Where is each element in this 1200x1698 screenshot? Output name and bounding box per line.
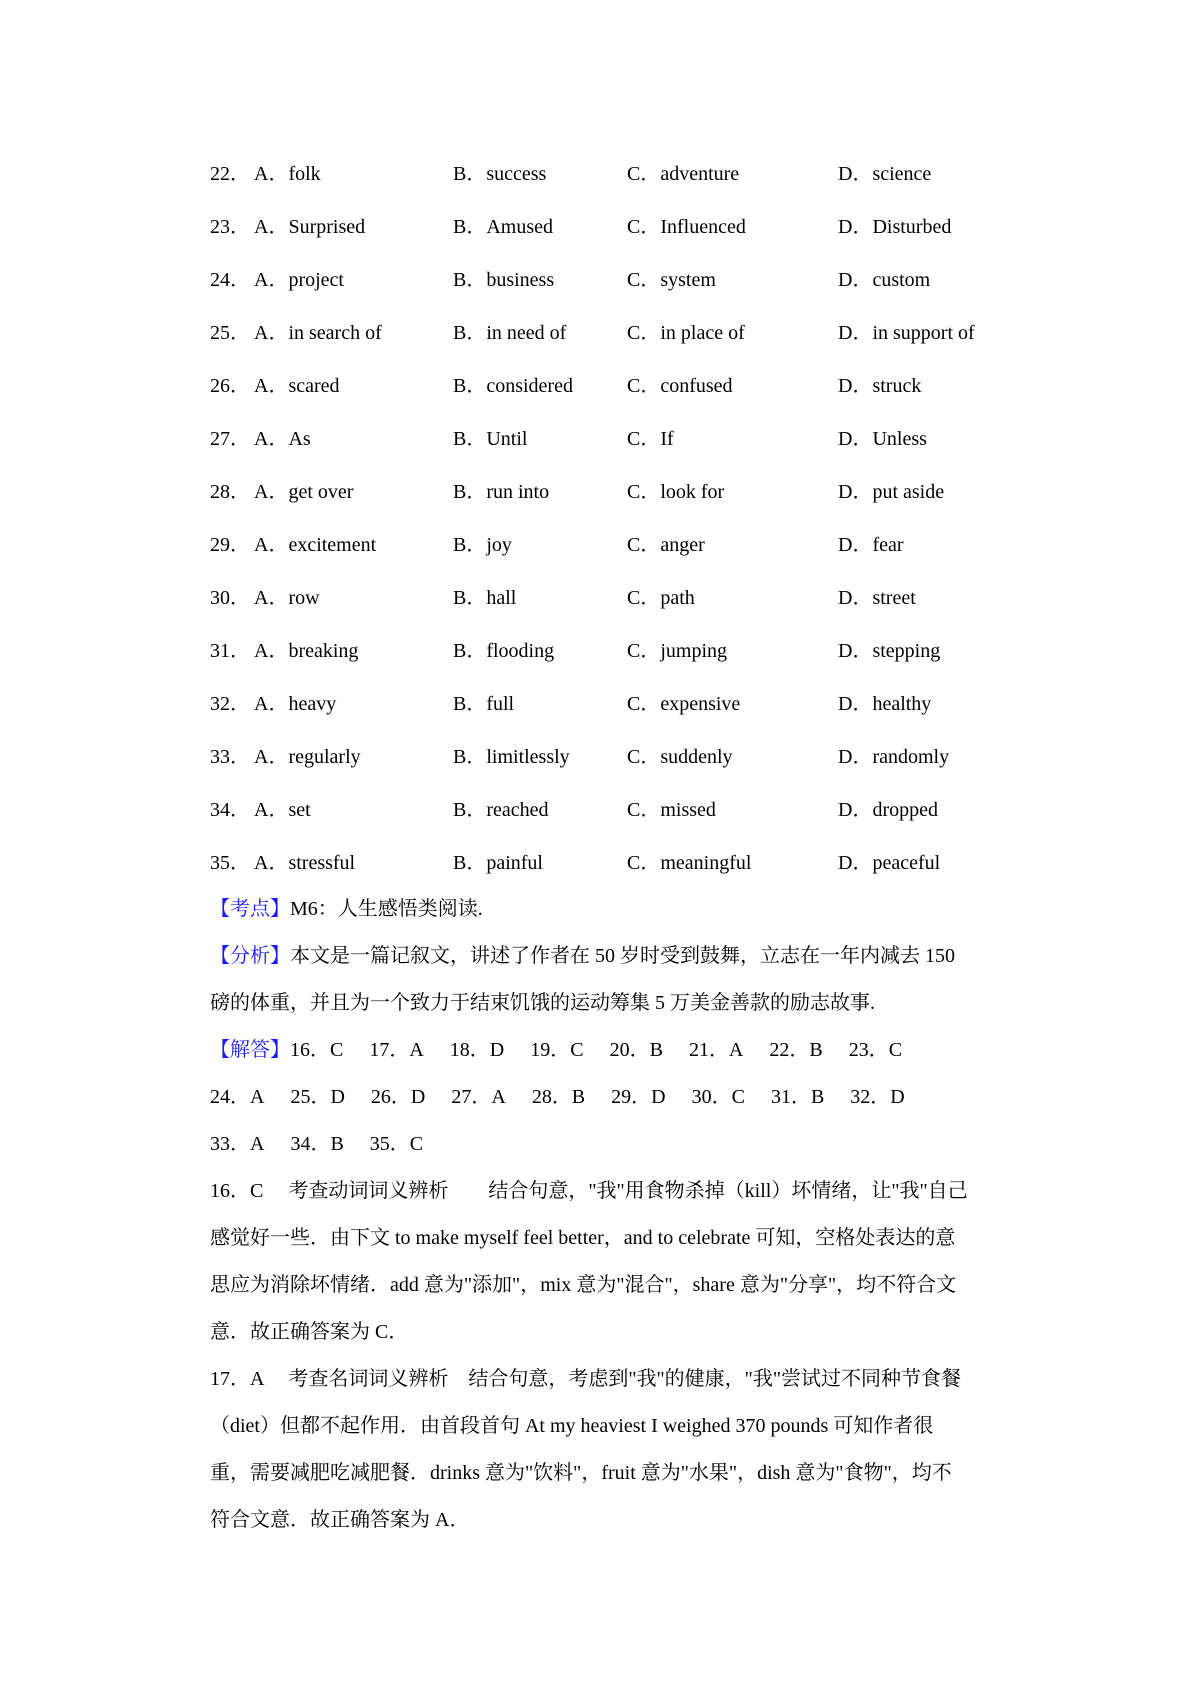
option-d: D．Disturbed — [838, 216, 952, 238]
answer-item: 30．C — [691, 1086, 745, 1108]
option-c: C．confused — [627, 375, 733, 397]
answer-item: 33．A — [210, 1133, 265, 1155]
option-c: C．system — [627, 269, 716, 291]
answer-item: 16．C — [290, 1039, 344, 1061]
option-a: A．As — [254, 428, 311, 450]
option-d: D．put aside — [838, 481, 945, 503]
option-b: B．full — [453, 693, 515, 715]
option-b: B．run into — [453, 481, 550, 503]
question-number: 32． — [210, 693, 250, 715]
jieda-row — [210, 1027, 1022, 1074]
answer-item: 18．D — [449, 1039, 505, 1061]
option-a: A．scared — [254, 375, 340, 397]
option-d: D．healthy — [838, 693, 932, 715]
option-d: D．struck — [838, 375, 922, 397]
question-number: 34． — [210, 799, 250, 821]
option-d: D．science — [838, 163, 932, 185]
option-b: B．limitlessly — [453, 746, 570, 768]
option-d: D．stepping — [838, 640, 941, 662]
answer-item: 32．D — [850, 1086, 905, 1108]
question-number: 29． — [210, 534, 250, 556]
fenxi-section — [210, 933, 1022, 1027]
answer-item: 29．D — [611, 1086, 666, 1108]
option-b: B．flooding — [453, 640, 555, 662]
option-a: A．regularly — [254, 746, 361, 768]
option-d: D．randomly — [838, 746, 950, 768]
option-a: A．row — [254, 587, 320, 609]
option-c: C．look for — [627, 481, 725, 503]
question-number: 30． — [210, 587, 250, 609]
question-number: 23． — [210, 216, 250, 238]
option-c: C．anger — [627, 534, 705, 556]
answer-item: 21．A — [688, 1039, 744, 1061]
answer-item: 35．C — [369, 1133, 424, 1155]
option-c: C．expensive — [627, 693, 741, 715]
option-a: A．breaking — [254, 640, 359, 662]
jieda-section — [210, 1027, 1022, 1168]
question-number: 26． — [210, 375, 250, 397]
option-b: B．considered — [453, 375, 573, 397]
option-a: A．stressful — [254, 852, 356, 874]
option-c: C．meaningful — [627, 852, 752, 874]
option-c: C．suddenly — [627, 746, 733, 768]
answer-item: 34．B — [290, 1133, 344, 1155]
option-c: C．If — [627, 428, 674, 450]
option-c: C．jumping — [627, 640, 728, 662]
question-number: 24． — [210, 269, 250, 291]
option-c: C．Influenced — [627, 216, 746, 238]
option-c: C．missed — [627, 799, 716, 821]
jieda-row — [210, 1121, 1022, 1168]
option-a: A．heavy — [254, 693, 337, 715]
answer-item: 26．D — [370, 1086, 426, 1108]
fenxi-line: 磅的体重，并且为一个致力于结束饥饿的运动筹集 5 万美金善款的励志故事. — [210, 992, 875, 1014]
fenxi-tag: 【分析】 — [210, 945, 290, 967]
answer-item: 25．D — [290, 1086, 345, 1108]
option-d: D．custom — [838, 269, 931, 291]
option-b: B．business — [453, 269, 555, 291]
answer-item: 24．A — [210, 1086, 265, 1108]
question-number: 33． — [210, 746, 250, 768]
option-b: B．success — [453, 163, 547, 185]
explanation-line: 重，需要减肥吃减肥餐．drinks 意为"饮料"，fruit 意为"水果"，dish 意为"食物"，均不 — [210, 1462, 952, 1484]
option-b: B．reached — [453, 799, 549, 821]
option-d: D．street — [838, 587, 916, 609]
explanation-line: 符合文意．故正确答案为 A． — [210, 1509, 470, 1531]
question-number: 27． — [210, 428, 250, 450]
option-b: B．Until — [453, 428, 528, 450]
explanation-line: 17．A 考查名词词义辨析 结合句意，考虑到"我"的健康，"我"尝试过不同种节食餐 — [210, 1368, 961, 1390]
answer-item: 20．B — [609, 1039, 663, 1061]
option-a: A．folk — [254, 163, 321, 185]
option-a: A．Surprised — [254, 216, 366, 238]
question-number: 31． — [210, 640, 250, 662]
option-c: C．path — [627, 587, 695, 609]
option-b: B．in need of — [453, 322, 567, 344]
explanation-line: 16．C 考查动词词义辨析 结合句意，"我"用食物杀掉（kill）坏情绪，让"我"自己 — [210, 1180, 968, 1202]
q16-explanation — [210, 1168, 1022, 1356]
option-c: C．in place of — [627, 322, 745, 344]
answer-item: 31．B — [770, 1086, 825, 1108]
explanation-line: （diet）但都不起作用．由首段首句 At my heaviest I weighed 370 pounds 可知作者很 — [210, 1415, 934, 1437]
option-b: B．hall — [453, 587, 517, 609]
option-a: A．set — [254, 799, 311, 821]
option-b: B．Amused — [453, 216, 553, 238]
question-number: 28． — [210, 481, 250, 503]
question-number: 25． — [210, 322, 250, 344]
fenxi-line: 本文是一篇记叙文，讲述了作者在 50 岁时受到鼓舞，立志在一年内减去 150 — [290, 945, 955, 967]
option-d: D．fear — [838, 534, 904, 556]
question-number: 35． — [210, 852, 250, 874]
option-a: A．in search of — [254, 322, 382, 344]
kaodian-section — [210, 886, 1022, 933]
explanation-line: 意．故正确答案为 C． — [210, 1321, 409, 1343]
q17-explanation — [210, 1356, 1022, 1544]
option-a: A．get over — [254, 481, 354, 503]
answer-item: 19．C — [530, 1039, 584, 1061]
option-d: D．in support of — [838, 322, 975, 344]
option-b: B．painful — [453, 852, 543, 874]
answer-item: 27．A — [451, 1086, 506, 1108]
explanation-line: 思应为消除坏情绪．add 意为"添加"，mix 意为"混合"，share 意为"分享"，均不符合文 — [210, 1274, 957, 1296]
option-b: B．joy — [453, 534, 512, 556]
option-d: D．peaceful — [838, 852, 941, 874]
answer-item: 28．B — [531, 1086, 586, 1108]
option-a: A．excitement — [254, 534, 377, 556]
answer-item: 22．B — [769, 1039, 823, 1061]
jieda-row — [210, 1074, 1022, 1121]
option-d: D．Unless — [838, 428, 927, 450]
option-d: D．dropped — [838, 799, 938, 821]
answer-item: 17．A — [369, 1039, 424, 1061]
explanation-line: 感觉好一些．由下文 to make myself feel better，and to celebrate 可知，空格处表达的意 — [210, 1227, 956, 1249]
answer-item: 23．C — [848, 1039, 903, 1061]
kaodian-text: M6：人生感悟类阅读. — [290, 898, 483, 920]
option-a: A．project — [254, 269, 344, 291]
kaodian-tag: 【考点】 — [210, 898, 290, 920]
question-number: 22． — [210, 163, 250, 185]
option-c: C．adventure — [627, 163, 740, 185]
jieda-tag: 【解答】 — [210, 1039, 290, 1061]
